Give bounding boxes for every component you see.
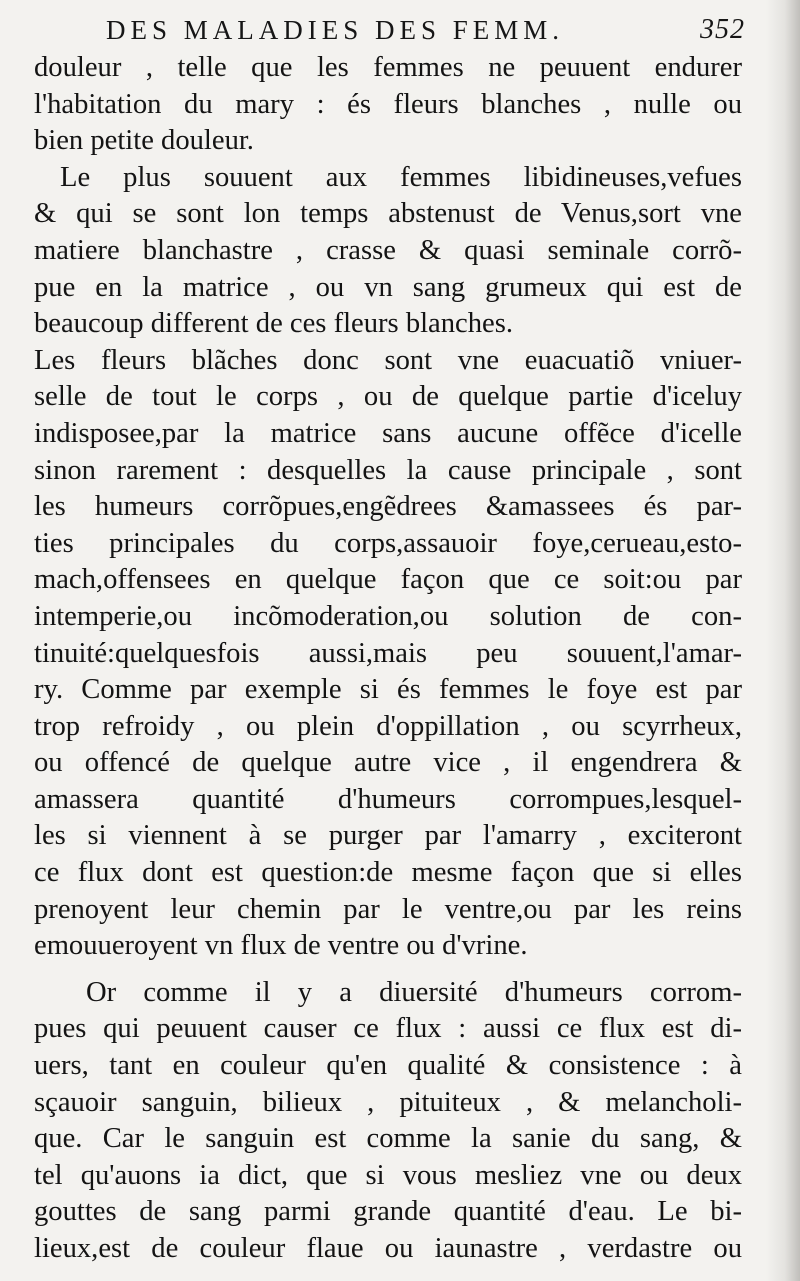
text-line: beaucoup different de ces fleurs blanches. [34, 308, 514, 340]
text-line: indisposee,par la matrice sans aucune offẽce d'icelle [34, 417, 742, 449]
text-line: pue en la matrice , ou vn sang grumeux qui est de [34, 271, 742, 303]
running-title: DES MALADIES DES FEMM. [106, 15, 565, 45]
page-number: 352 [700, 14, 745, 45]
text-line: douleur , telle que les femmes ne peuuent endurer [34, 52, 742, 83]
text-line: les si viennent à se purger par l'amarry , exciteront [34, 820, 742, 852]
text-line: prenoyent leur chemin par le ventre,ou par les reins [34, 893, 742, 925]
paragraph-gap [34, 965, 742, 975]
body-text [34, 50, 742, 1268]
text-line: sinon rarement : desquelles la cause principale , sont [34, 454, 742, 486]
text-line: gouttes de sang parmi grande quantité d'eau. Le bi- [34, 1196, 742, 1228]
text-line: sçauoir sanguin, bilieux , pituiteux , & melancholi- [34, 1086, 742, 1118]
text-line: tinuité:quelquesfois aussi,mais peu souuent,l'amar- [34, 637, 742, 669]
text-line: Le plus souuent aux femmes libidineuses,vefues [60, 161, 742, 193]
text-line: les humeurs corrõpues,engẽdrees &amassees és par- [34, 491, 742, 523]
text-line: selle de tout le corps , ou de quelque partie d'iceluy [34, 381, 742, 413]
text-line: tel qu'auons ia dict, que si vous mesliez vne ou deux [34, 1159, 742, 1191]
text-line: que. Car le sanguin est comme la sanie du sang, & [34, 1123, 742, 1155]
text-line: trop refroidy , ou plein d'oppillation , ou scyrrheux, [34, 710, 742, 742]
text-line: l'habitation du mary : és fleurs blanches , nulle ou [34, 88, 742, 120]
page-edge-shadow [766, 0, 800, 1281]
text-line: Les fleurs blãches donc sont vne euacuatiõ vniuer- [34, 344, 742, 376]
text-line: ou offencé de quelque autre vice , il engendrera & [34, 747, 742, 779]
text-line: mach,offensees en quelque façon que ce soit:ou par [34, 564, 742, 596]
text-line: ry. Comme par exemple si és femmes le foye est par [34, 674, 742, 706]
text-line: uers, tant en couleur qu'en qualité & consistence : à [34, 1050, 742, 1082]
text-line: ties principales du corps,assauoir foye,cerueau,esto- [34, 527, 742, 559]
text-line: ce flux dont est question:de mesme façon que si elles [34, 857, 742, 889]
text-line: amassera quantité d'humeurs corrompues,lesquel- [34, 783, 742, 815]
text-line: pues qui peuuent causer ce flux : aussi ce flux est di- [34, 1013, 742, 1045]
text-line: lieux,est de couleur flaue ou iaunastre , verdastre ou [34, 1233, 742, 1264]
text-line: matiere blanchastre , crasse & quasi seminale corrõ- [34, 234, 742, 266]
text-line: Or comme il y a diuersité d'humeurs corrom- [86, 976, 742, 1008]
text-line: emouueroyent vn flux de ventre ou d'vrine. [34, 930, 528, 962]
text-line: & qui se sont lon temps abstenust de Venus,sort vne [34, 198, 742, 230]
text-line: bien petite douleur. [34, 125, 254, 157]
text-line: intemperie,ou incõmoderation,ou solution de con- [34, 600, 742, 632]
